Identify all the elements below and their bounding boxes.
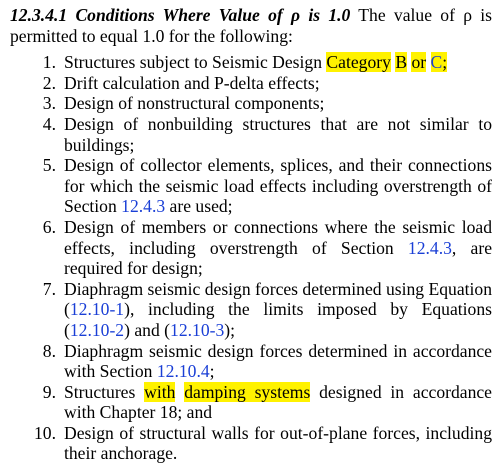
list-item-text: Diaphragm seismic design forces determined in accordance with Section bbox=[64, 340, 492, 382]
list-item-number: 3. bbox=[42, 93, 56, 114]
list-item bbox=[10, 217, 492, 279]
list-item-number: 9. bbox=[42, 381, 56, 402]
list-item-number: 4. bbox=[42, 113, 56, 134]
section-reference-link[interactable]: 12.10-1 bbox=[69, 299, 125, 320]
list-item-text: Design of nonbuilding structures that are not similar to buildings; bbox=[64, 113, 492, 155]
list-item-text: , are required for design; bbox=[64, 237, 493, 279]
list-item-text: ) and ( bbox=[124, 319, 171, 340]
list-item bbox=[10, 52, 492, 73]
document-page bbox=[10, 5, 492, 464]
list-item-number: 10. bbox=[34, 422, 56, 443]
list-item-text: Structures subject to Seismic Design bbox=[64, 52, 327, 73]
list-item-number: 7. bbox=[42, 278, 56, 299]
section-reference-link[interactable]: 12.10.4 bbox=[156, 361, 210, 382]
list-item-number: 2. bbox=[42, 72, 56, 93]
list-item-number: 1. bbox=[42, 52, 56, 73]
list-item-text: Design of members or connections where the seismic load effects, including overstrength of Section bbox=[64, 216, 492, 258]
highlighted-text: ; bbox=[442, 52, 448, 73]
list-item-text bbox=[175, 382, 184, 402]
highlighted-text: Category bbox=[326, 52, 391, 73]
list-item-text: Diaphragm seismic design forces determined using Equation ( bbox=[64, 278, 493, 320]
list-item-text: are used; bbox=[165, 196, 233, 217]
list-item-number: 5. bbox=[42, 155, 56, 176]
highlighted-text: or bbox=[411, 52, 427, 73]
section-reference-link[interactable]: 12.10-3 bbox=[170, 319, 225, 340]
section-reference-link[interactable]: C bbox=[430, 52, 443, 73]
list-item-text: designed in accordance with Chapter 18; and bbox=[64, 381, 492, 423]
section-reference-link[interactable]: 12.10-2 bbox=[69, 319, 125, 340]
section-paragraph bbox=[10, 5, 492, 46]
list-item bbox=[10, 382, 492, 423]
conditions-list bbox=[10, 52, 492, 464]
list-item-number: 8. bbox=[42, 340, 56, 361]
section-reference-link[interactable]: 12.4.3 bbox=[121, 196, 166, 217]
list-item bbox=[10, 279, 492, 341]
highlighted-text: damping systems bbox=[184, 381, 311, 402]
list-item-text: Design of collector elements, splices, and their connections for which the seismic load effects including overstrength of Section bbox=[64, 155, 492, 217]
list-item bbox=[10, 93, 492, 114]
list-item bbox=[10, 423, 492, 464]
section-intro: The value of ρ is permitted to equal 1.0 for the following: bbox=[10, 5, 492, 46]
section-heading: 12.3.4.1 Conditions Where Value of ρ is 1.0 bbox=[10, 5, 351, 25]
list-item-text: Design of nonstructural components; bbox=[64, 93, 325, 114]
list-item-text: ; bbox=[209, 361, 215, 382]
list-item bbox=[10, 73, 492, 94]
list-item bbox=[10, 114, 492, 155]
section-reference-link[interactable]: 12.4.3 bbox=[407, 237, 452, 258]
highlighted-text: with bbox=[144, 381, 176, 402]
list-item-text: Structures bbox=[64, 381, 145, 402]
list-item-number: 6. bbox=[42, 216, 56, 237]
list-item-text: ); bbox=[224, 319, 236, 340]
list-item bbox=[10, 155, 492, 217]
list-item-text: Design of structural walls for out-of-plane forces, including their anchorage. bbox=[64, 422, 492, 464]
list-item-text bbox=[426, 52, 430, 72]
list-item bbox=[10, 341, 492, 382]
list-item-text: Drift calculation and P-delta effects; bbox=[64, 72, 320, 93]
list-item-text: ), including the limits imposed by Equations ( bbox=[64, 299, 492, 340]
highlighted-text: B bbox=[395, 52, 408, 73]
